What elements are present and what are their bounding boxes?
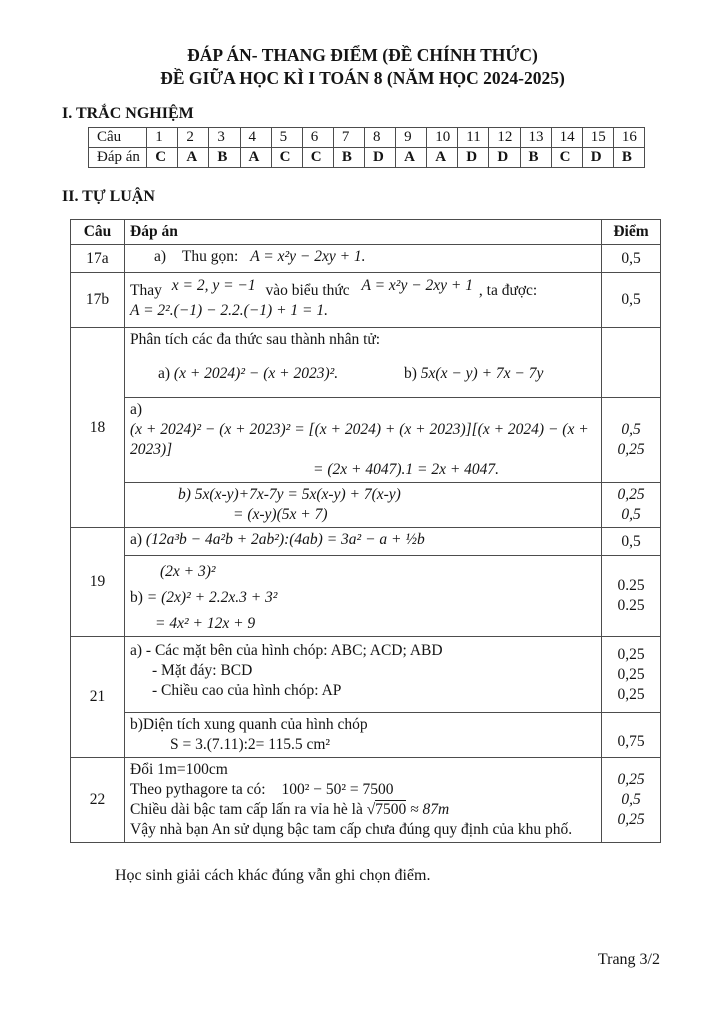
mc-a-14: C	[551, 148, 582, 168]
question-18b-label: b)	[404, 365, 417, 382]
answer-18a	[125, 398, 602, 483]
score-22	[602, 758, 661, 843]
answer-17a	[125, 245, 602, 273]
formula-17a: A = x²y − 2xy + 1.	[250, 248, 366, 265]
answer-22-line2	[130, 780, 596, 800]
mc-q-5: 5	[271, 128, 302, 148]
question-18b-formula: 5x(x − y) + 7x − 7y	[420, 365, 544, 382]
question-18a-label: a)	[158, 365, 171, 382]
mc-q-9: 9	[396, 128, 427, 148]
label-19a: a)	[130, 531, 143, 548]
mc-a-15: D	[582, 148, 613, 168]
mc-a-12: D	[489, 148, 520, 168]
question-18a-formula: (x + 2024)² − (x + 2023)².	[173, 365, 339, 382]
score-18a-2: 0,25	[617, 441, 645, 458]
header-cau: Câu	[71, 220, 125, 245]
mc-a-16: B	[613, 148, 644, 168]
answer-19a	[125, 528, 602, 556]
score-18-question	[602, 328, 661, 398]
row-21a	[71, 637, 661, 713]
mc-a-4: A	[240, 148, 271, 168]
formula-pythagore: 100² − 50² = 7500	[281, 781, 394, 798]
mc-q-12: 12	[489, 128, 520, 148]
answer-22-line1: Đổi 1m=100cm	[130, 761, 228, 778]
mc-q-10: 10	[427, 128, 458, 148]
score-21b	[602, 713, 661, 758]
mc-q-3: 3	[209, 128, 240, 148]
essay-answer-table	[70, 219, 661, 843]
answer-21b	[125, 713, 602, 758]
title-line-1: ĐÁP ÁN- THANG ĐIỂM (ĐỀ CHÍNH THỨC)	[187, 45, 538, 65]
grading-note: Học sinh giải cách khác đúng vẫn ghi chọn điểm.	[115, 867, 431, 884]
cau-22: 22	[71, 758, 125, 843]
label-19b: b)	[130, 589, 143, 606]
sqrt-symbol: √	[366, 801, 376, 818]
row-18-question	[71, 328, 661, 398]
mc-q-6: 6	[302, 128, 333, 148]
score-22-1: 0,25	[617, 771, 645, 788]
cau-18: 18	[71, 328, 125, 528]
mc-a-1: C	[147, 148, 178, 168]
header-diem: Điểm	[602, 220, 661, 245]
score-18b-1: 0,25	[617, 486, 645, 503]
title-line-2: ĐỀ GIỮA HỌC KÌ I TOÁN 8 (NĂM HỌC 2024-2025)	[160, 68, 565, 88]
essay-header-row	[71, 220, 661, 245]
mc-q-8: 8	[364, 128, 395, 148]
label-17a: a)	[154, 248, 167, 265]
formula-substitution: x = 2, y = −1	[171, 277, 256, 294]
question-18-intro: Phân tích các đa thức sau thành nhân tử:	[130, 331, 381, 348]
mc-question-row	[89, 128, 645, 148]
mc-q-16: 16	[613, 128, 644, 148]
mc-a-3: B	[209, 148, 240, 168]
question-18-parts	[130, 364, 596, 384]
answer-17b	[125, 273, 602, 328]
answer-22-line3	[130, 800, 596, 820]
mc-a-10: A	[427, 148, 458, 168]
formula-19b-line3: = 4x² + 12x + 9	[155, 615, 256, 632]
mc-q-14: 14	[551, 128, 582, 148]
score-21a	[602, 637, 661, 713]
row-22	[71, 758, 661, 843]
mc-a-2: A	[178, 148, 209, 168]
mc-a-11: D	[458, 148, 489, 168]
mc-row2-label: Đáp án	[89, 148, 147, 168]
score-18a	[602, 398, 661, 483]
mc-q-2: 2	[178, 128, 209, 148]
answer-21a-line3: - Chiều cao của hình chóp: AP	[152, 682, 342, 699]
mc-q-1: 1	[147, 128, 178, 148]
answer-21a-line1: a) - Các mặt bên của hình chóp: ABC; ACD; ABD	[130, 642, 443, 659]
section-1-heading: I. TRẮC NGHIỆM	[62, 105, 194, 122]
cau-17b: 17b	[71, 273, 125, 328]
score-17b: 0,5	[602, 273, 661, 328]
page-number: Trang 3/2	[597, 951, 660, 968]
score-18b-2: 0,5	[621, 506, 641, 523]
cau-21: 21	[71, 637, 125, 758]
score-17a: 0,5	[602, 245, 661, 273]
formula-19b-line1: (2x + 3)²	[160, 563, 216, 580]
mc-q-11: 11	[458, 128, 489, 148]
text-ta-duoc: , ta được:	[478, 282, 538, 299]
answer-18b	[125, 483, 602, 528]
label-18a: a)	[130, 401, 143, 418]
answer-22-line4: Vậy nhà bạn An sử dụng bậc tam cấp chưa đúng quy định của khu phố.	[130, 821, 573, 838]
mc-q-13: 13	[520, 128, 551, 148]
answer-21b-line1: b)Diện tích xung quanh của hình chóp	[130, 716, 368, 733]
answer-19b-line2	[130, 588, 596, 608]
score-19b	[602, 556, 661, 637]
row-21b	[71, 713, 661, 758]
text-vao-bieu-thuc: vào biểu thức	[265, 282, 350, 299]
score-21a-1: 0,25	[617, 645, 645, 663]
score-19b-2: 0.25	[617, 597, 645, 614]
answer-21b-line2: S = 3.(7.11):2= 115.5 cm²	[170, 736, 331, 753]
text-17a: Thu gọn:	[181, 248, 239, 265]
formula-19a: (12a³b − 4a²b + 2ab²):(4ab) = 3a² − a + ½b	[145, 531, 425, 548]
answer-17b-line1	[130, 277, 596, 301]
row-18a	[71, 398, 661, 483]
header-dap-an: Đáp án	[125, 220, 602, 245]
score-18a-1: 0,5	[621, 421, 641, 438]
mc-q-15: 15	[582, 128, 613, 148]
formula-17b-result: A = 2².(−1) − 2.2.(−1) + 1 = 1.	[130, 302, 328, 319]
answer-19b	[125, 556, 602, 637]
mc-q-7: 7	[333, 128, 364, 148]
answer-21a	[125, 637, 602, 713]
score-22-3: 0,25	[617, 811, 645, 828]
formula-18a-line2: = (2x + 4047).1 = 2x + 4047.	[313, 461, 500, 478]
mc-a-13: B	[520, 148, 551, 168]
score-22-2: 0,5	[621, 791, 641, 808]
answer-22	[125, 758, 602, 843]
row-17b	[71, 273, 661, 328]
formula-expression: A = x²y − 2xy + 1	[361, 277, 474, 294]
mc-answer-row	[89, 148, 645, 168]
cau-17a: 17a	[71, 245, 125, 273]
section-2-heading: II. TỰ LUẬN	[62, 188, 155, 205]
score-18b	[602, 483, 661, 528]
row-17a	[71, 245, 661, 273]
spacer	[130, 350, 596, 364]
mc-a-6: C	[302, 148, 333, 168]
multiple-choice-table	[88, 127, 645, 168]
mc-a-5: C	[271, 148, 302, 168]
question-18	[125, 328, 602, 398]
answer-21a-line2: - Mặt đáy: BCD	[152, 662, 253, 679]
formula-18a-line1: (x + 2024)² − (x + 2023)² = [(x + 2024) + (x + 2023)][(x + 2024) − (x + 2023)]	[130, 421, 589, 458]
mc-a-9: A	[396, 148, 427, 168]
cau-19: 19	[71, 528, 125, 637]
row-19a	[71, 528, 661, 556]
mc-a-7: B	[333, 148, 364, 168]
formula-19b-line2: = (2x)² + 2.2x.3 + 3²	[146, 589, 278, 606]
score-21b-1: 0,75	[617, 733, 645, 750]
sqrt-radicand: 7500	[375, 801, 407, 818]
text-pythagore: Theo pythagore ta có:	[130, 781, 266, 798]
text-chieu-dai: Chiều dài bậc tam cấp lấn ra vỉa hè là	[130, 801, 367, 818]
approx-value: ≈ 87m	[406, 801, 450, 818]
row-19b	[71, 556, 661, 637]
score-21a-3: 0,25	[617, 685, 645, 703]
text-thay: Thay	[130, 282, 162, 299]
document-title	[0, 0, 725, 90]
mc-a-8: D	[364, 148, 395, 168]
formula-18b-line2: = (x-y)(5x + 7)	[233, 506, 328, 523]
score-21a-2: 0,25	[617, 665, 645, 683]
formula-18b-line1: b) 5x(x-y)+7x-7y = 5x(x-y) + 7(x-y)	[178, 486, 401, 503]
row-18b	[71, 483, 661, 528]
score-19a: 0,5	[602, 528, 661, 556]
mc-row1-label: Câu	[89, 128, 147, 148]
score-19b-1: 0.25	[617, 577, 645, 594]
mc-q-4: 4	[240, 128, 271, 148]
